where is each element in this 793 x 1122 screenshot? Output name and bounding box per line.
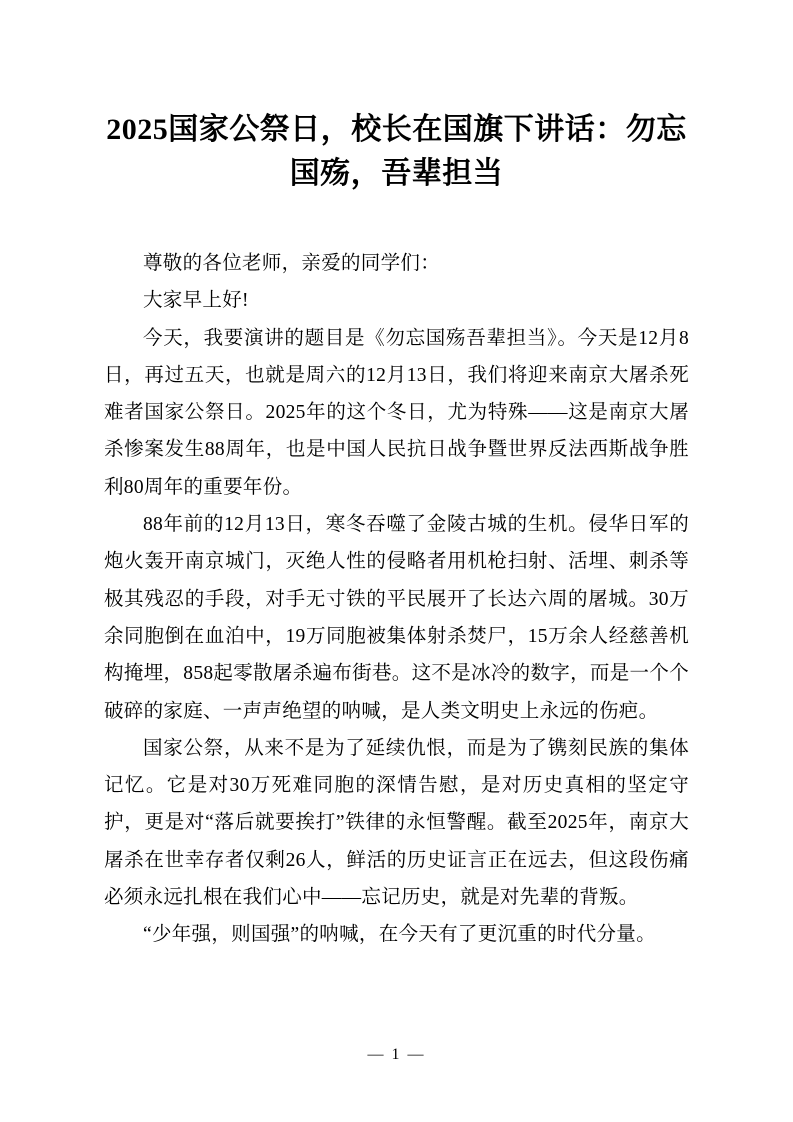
paragraph-greeting: 大家早上好! (143, 290, 249, 312)
paragraph-salutation: 尊敬的各位老师，亲爱的同学们： (143, 253, 441, 274)
page-number: — 1 — (367, 1046, 426, 1063)
paragraph-intro: 今天，我要演讲的题目是《勿忘国殇吾辈担当》。今天是12月8日，再过五天，也就是周六的12月13日，我们将迎来南京大屠杀死难者国家公祭日。2025年的这个冬日，尤为特殊——这是南京大屠杀惨案发生88周年，也是中国人民抗日战争暨世界反法西斯战争胜利80周年的重要年份。 (104, 327, 689, 498)
document-title: 2025国家公祭日，校长在国旗下讲话：勿忘国殇，吾辈担当 (106, 113, 687, 190)
document-body (104, 245, 689, 954)
paragraph-youth: “少年强，则国强”的呐喊，在今天有了更沉重的时代分量。 (143, 924, 656, 946)
paragraph-memorial: 国家公祭，从来不是为了延续仇恨，而是为了镌刻民族的集体记忆。它是对30万死难同胞的深情告慰，是对历史真相的坚定守护，更是对“落后就要挨打”铁律的永恒警醒。截至2025年，南京大屠杀在世幸存者仅剩26人，鲜活的历史证言正在远去，但这段伤痛必须永远扎根在我们心中——忘记历史，就是对先辈的背叛。 (104, 737, 689, 909)
paragraph-history: 88年前的12月13日，寒冬吞噬了金陵古城的生机。侵华日军的炮火轰开南京城门，灭绝人性的侵略者用机枪扫射、活埋、刺杀等极其残忍的手段，对手无寸铁的平民展开了长达六周的屠城。30万余同胞倒在血泊中，19万同胞被集体射杀焚尸，15万余人经慈善机构掩埋，858起零散屠杀遍布街巷。这不是冰冷的数字，而是一个个破碎的家庭、一声声绝望的呐喊，是人类文明史上永远的伤疤。 (104, 514, 689, 722)
